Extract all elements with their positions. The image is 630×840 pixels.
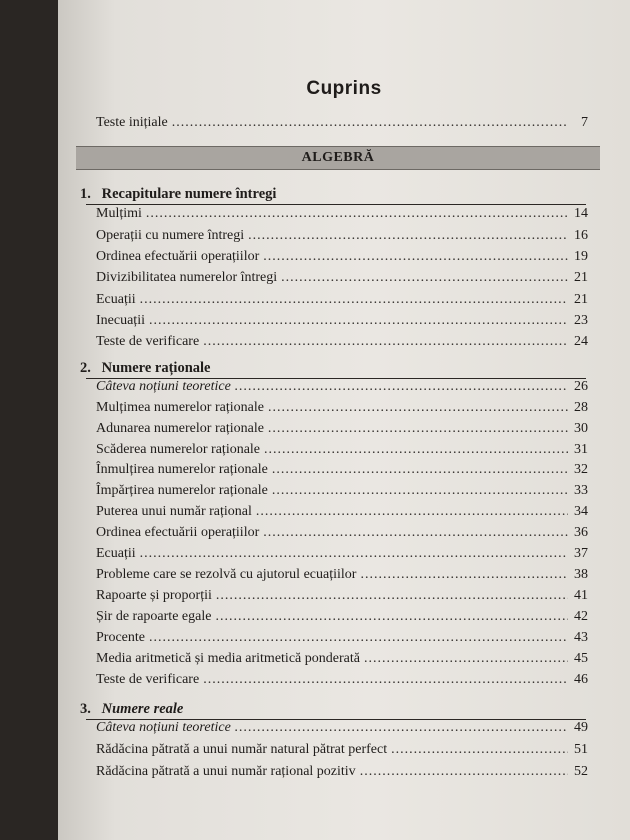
toc-entry-label: Câteva noțiuni teoretice — [96, 379, 231, 394]
toc-entry — [96, 441, 588, 459]
section-number: 3. — [80, 701, 91, 717]
leader-dots — [263, 248, 568, 266]
toc-entry-page: 33 — [574, 483, 588, 498]
leader-dots — [364, 650, 568, 668]
toc-entry — [96, 629, 588, 647]
toc-entry — [96, 524, 588, 542]
toc-entry — [96, 503, 588, 521]
toc-entry-page: 16 — [574, 228, 588, 243]
leader-dots — [172, 114, 568, 132]
leader-dots — [263, 524, 568, 542]
section-heading — [80, 700, 183, 718]
leader-dots — [146, 205, 568, 223]
toc-entry-label: Rădăcina pătrată a unui număr rațional pozitiv — [96, 764, 356, 779]
toc-entry-page: 31 — [574, 442, 588, 457]
leader-dots — [268, 399, 568, 417]
toc-entry — [96, 291, 588, 309]
toc-entry-label: Adunarea numerelor raționale — [96, 421, 264, 436]
toc-entry — [96, 378, 588, 396]
toc-entry — [96, 650, 588, 668]
leader-dots — [235, 378, 568, 396]
toc-entry — [96, 719, 588, 737]
toc-entry-label: Operații cu numere întregi — [96, 228, 245, 243]
section-banner: ALGEBRĂ — [76, 146, 600, 170]
toc-entry — [96, 269, 588, 287]
toc-entry — [96, 482, 588, 500]
section-title: Recapitulare numere întregi — [101, 186, 277, 202]
toc-entry-page: 38 — [574, 567, 588, 582]
toc-entry — [96, 566, 588, 584]
toc-entry — [96, 399, 588, 417]
leader-dots — [140, 291, 568, 309]
toc-entry-label: Rădăcina pătrată a unui număr natural pătrat perfect — [96, 742, 388, 757]
toc-entry-page: 51 — [574, 742, 588, 757]
toc-entry — [96, 763, 588, 781]
toc-entry-page: 21 — [574, 270, 588, 285]
section-heading — [80, 185, 276, 203]
leader-dots — [360, 566, 568, 584]
toc-entry — [96, 741, 588, 759]
leader-dots — [248, 227, 568, 245]
toc-entry — [96, 587, 588, 605]
leader-dots — [203, 671, 568, 689]
toc-entry-page: 28 — [574, 400, 588, 415]
toc-entry — [96, 461, 588, 479]
toc-entry-label: Ecuații — [96, 546, 136, 561]
toc-entry-page: 7 — [581, 115, 588, 130]
toc-entry-label: Mulțimi — [96, 206, 142, 221]
toc-entry-label: Divizibilitatea numerelor întregi — [96, 270, 278, 285]
toc-entry-page: 32 — [574, 462, 588, 477]
section-title: Numere reale — [101, 701, 184, 717]
toc-entry — [96, 333, 588, 351]
toc-entry-page: 34 — [574, 504, 588, 519]
section-heading — [80, 359, 210, 377]
toc-entry-label: Teste de verificare — [96, 334, 200, 349]
leader-dots — [360, 763, 568, 781]
leader-dots — [272, 461, 568, 479]
toc-entry-label: Procente — [96, 630, 145, 645]
toc-entry — [96, 312, 588, 330]
leader-dots — [281, 269, 568, 287]
section-number: 1. — [80, 186, 91, 202]
toc-entry-label: Ecuații — [96, 292, 136, 307]
leader-dots — [140, 545, 568, 563]
book-page — [58, 0, 630, 840]
leader-dots — [215, 608, 568, 626]
toc-entry — [96, 205, 588, 223]
toc-entry-page: 14 — [574, 206, 588, 221]
toc-entry-label: Împărțirea numerelor raționale — [96, 483, 268, 498]
toc-entry-page: 24 — [574, 334, 588, 349]
toc-entry-page: 42 — [574, 609, 588, 624]
toc-entry-page: 43 — [574, 630, 588, 645]
toc-entry-page: 36 — [574, 525, 588, 540]
toc-entry — [96, 545, 588, 563]
toc-entry — [96, 608, 588, 626]
leader-dots — [235, 719, 568, 737]
leader-dots — [272, 482, 568, 500]
leader-dots — [149, 312, 568, 330]
toc-entry-page: 46 — [574, 672, 588, 687]
toc-entry-page: 23 — [574, 313, 588, 328]
leader-dots — [268, 420, 568, 438]
toc-entry-page: 19 — [574, 249, 588, 264]
toc-entry-intro — [96, 114, 588, 132]
leader-dots — [264, 441, 568, 459]
toc-entry — [96, 420, 588, 438]
toc-entry — [96, 248, 588, 266]
toc-entry-label: Puterea unui număr rațional — [96, 504, 252, 519]
section-number: 2. — [80, 360, 91, 376]
toc-entry-page: 52 — [574, 764, 588, 779]
page-title: Cuprins — [306, 78, 382, 99]
toc-entry-label: Inecuații — [96, 313, 145, 328]
toc-entry-label: Înmulțirea numerelor raționale — [96, 462, 268, 477]
toc-entry-label: Șir de rapoarte egale — [96, 609, 212, 624]
toc-entry-page: 49 — [574, 720, 588, 735]
leader-dots — [216, 587, 568, 605]
toc-entry-page: 30 — [574, 421, 588, 436]
toc-entry-label: Probleme care se rezolvă cu ajutorul ecuațiilor — [96, 567, 357, 582]
toc-entry-label: Câteva noțiuni teoretice — [96, 720, 231, 735]
toc-entry-label: Rapoarte și proporții — [96, 588, 212, 603]
section-title: Numere raționale — [101, 360, 211, 376]
leader-dots — [149, 629, 568, 647]
toc-entry-page: 45 — [574, 651, 588, 666]
leader-dots — [256, 503, 568, 521]
toc-entry-page: 41 — [574, 588, 588, 603]
toc-entry-page: 21 — [574, 292, 588, 307]
toc-entry-label: Media aritmetică și media aritmetică ponderată — [96, 651, 360, 666]
toc-entry — [96, 671, 588, 689]
toc-entry-label: Mulțimea numerelor raționale — [96, 400, 264, 415]
toc-entry-label: Teste inițiale — [96, 115, 168, 130]
toc-entry-page: 26 — [574, 379, 588, 394]
toc-entry-label: Scăderea numerelor raționale — [96, 442, 261, 457]
toc-entry-label: Teste de verificare — [96, 672, 200, 687]
toc-entry-label: Ordinea efectuării operațiilor — [96, 525, 260, 540]
toc-entry-page: 37 — [574, 546, 588, 561]
leader-dots — [391, 741, 568, 759]
leader-dots — [203, 333, 568, 351]
toc-entry-label: Ordinea efectuării operațiilor — [96, 249, 260, 264]
toc-entry — [96, 227, 588, 245]
